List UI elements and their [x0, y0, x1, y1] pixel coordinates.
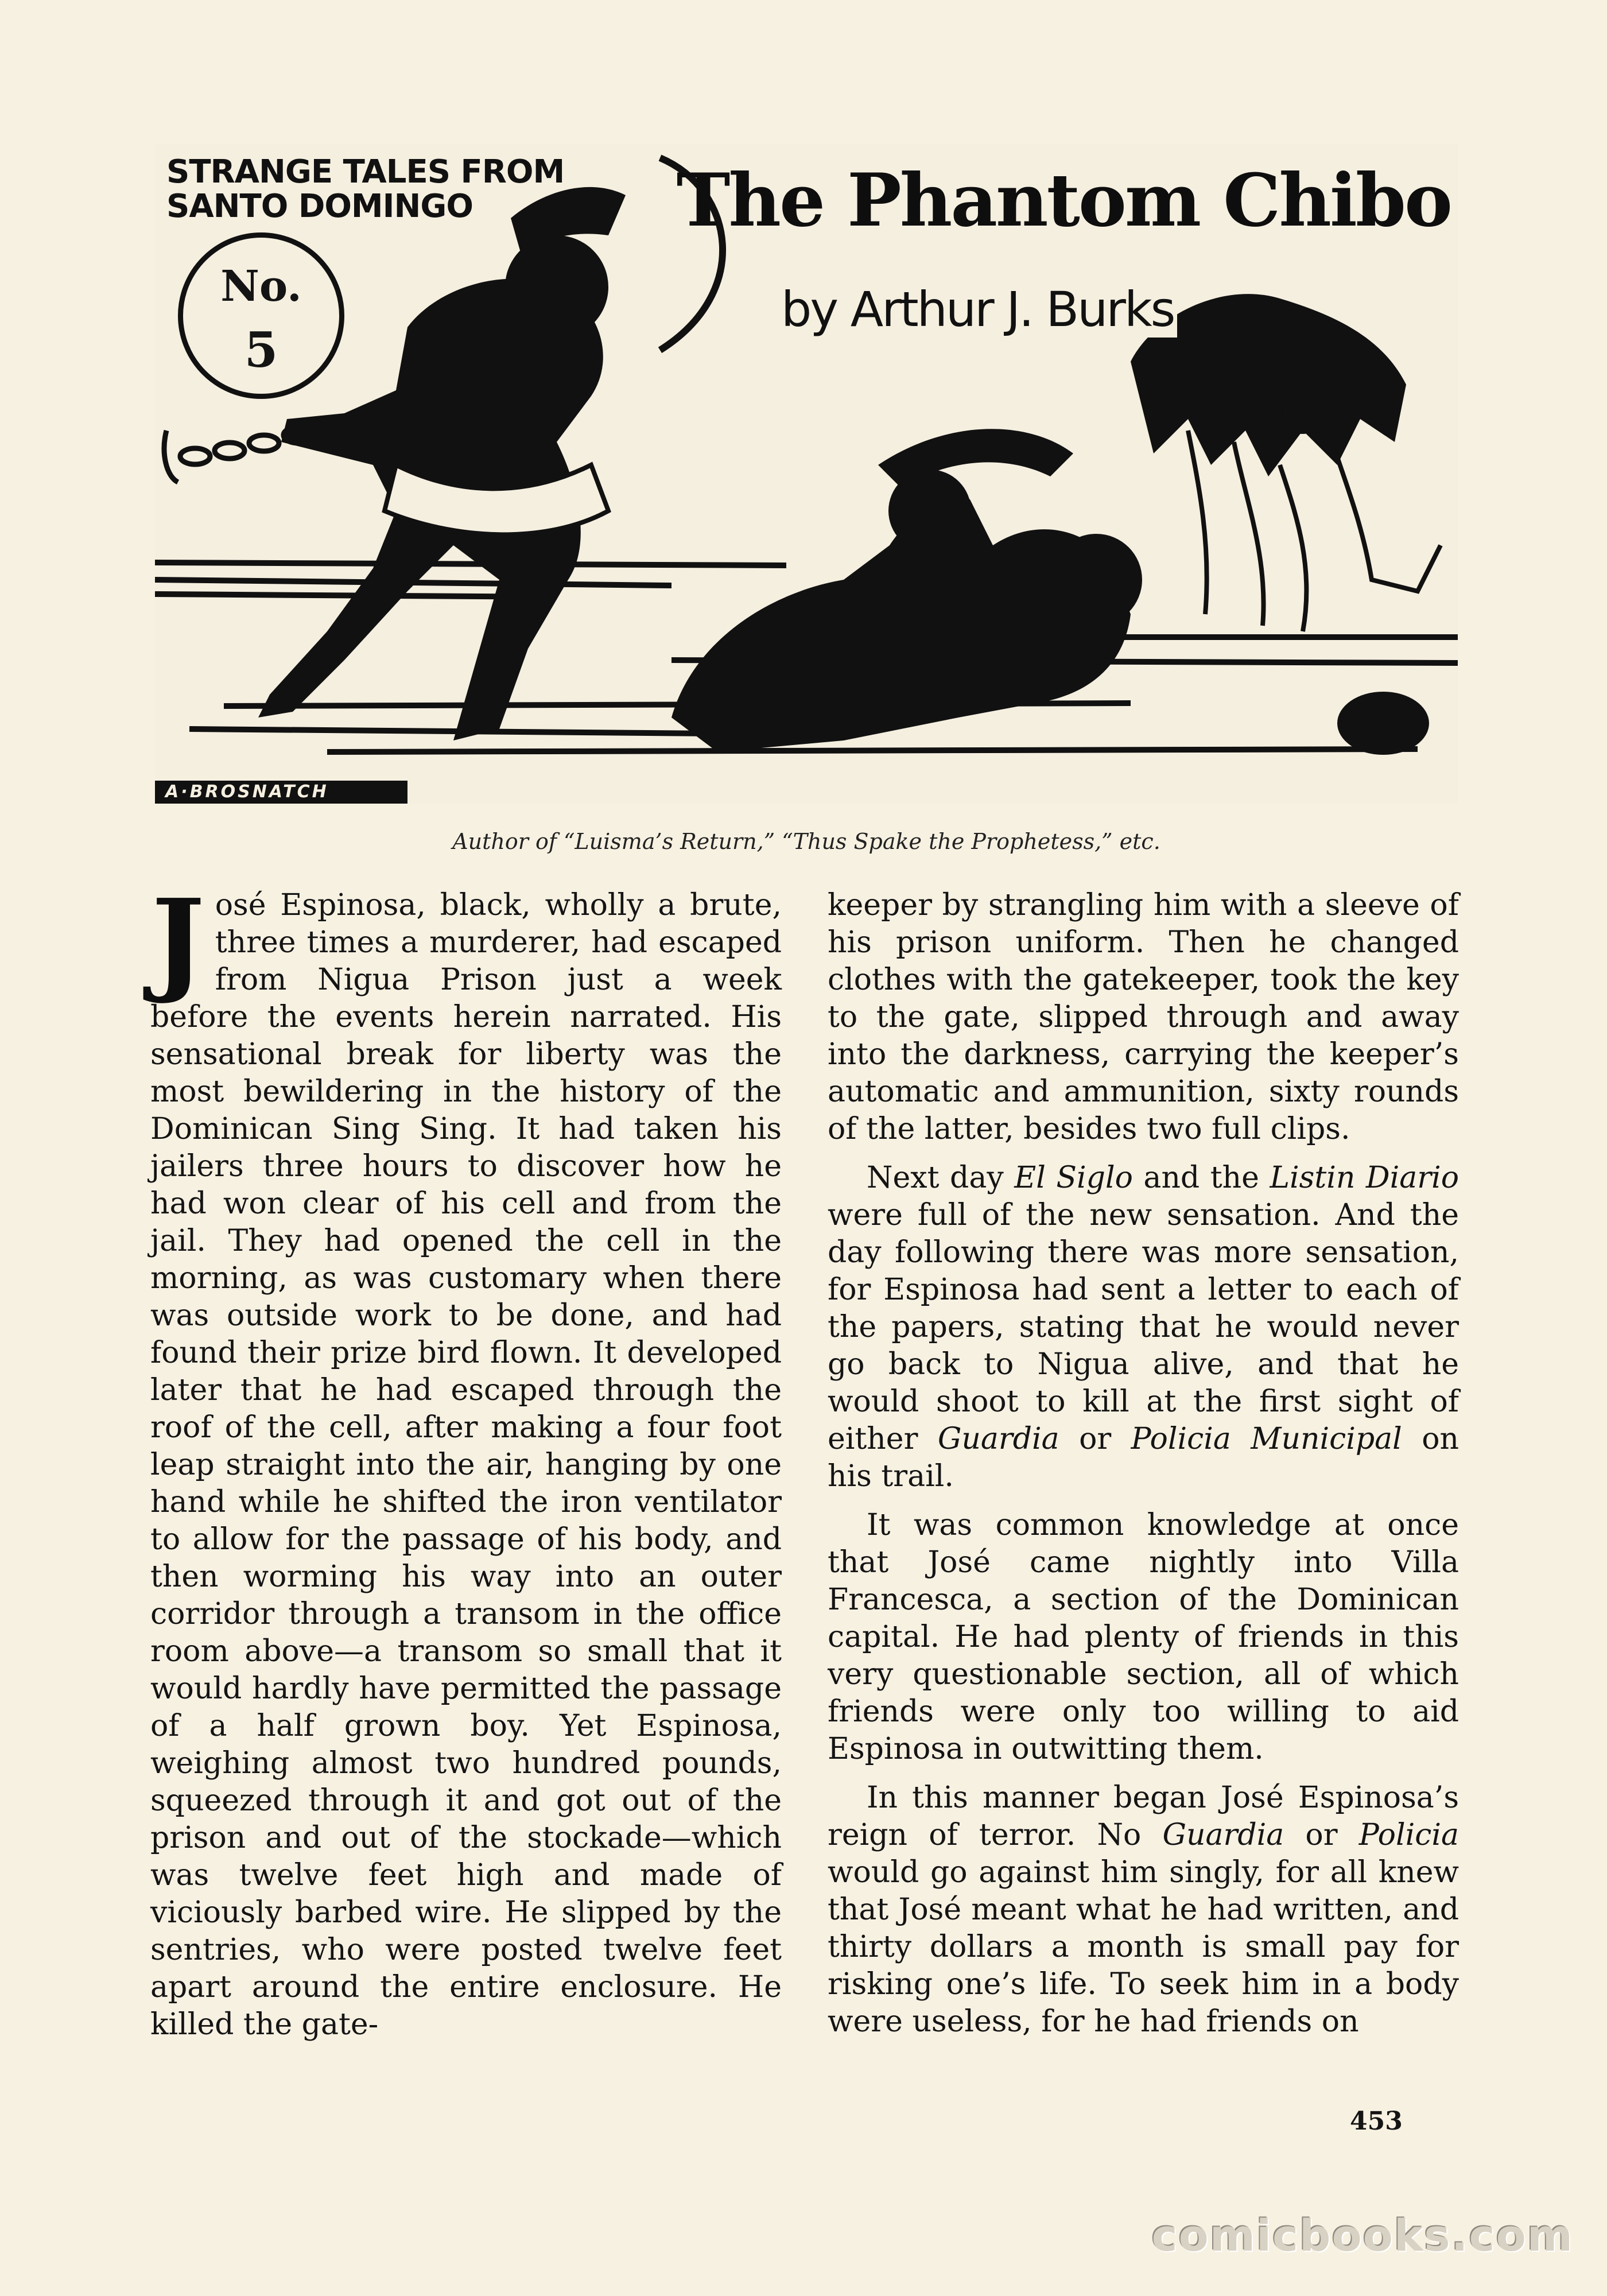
p2-text-b: and the [1132, 1161, 1270, 1195]
newspaper-el-siglo: El Siglo [1014, 1161, 1133, 1195]
paragraph-1-continued: keeper by strangling him with a sleeve of his prison uniform. Then he changed clothes with the gatekeeper, took the key to the gate, slipped through and away into the darkness, carrying the keeper’s automatic and ammunition, sixty rounds of the latter, besides two full clips. [828, 888, 1459, 1146]
p2-text-e: on his trail. [828, 1422, 1460, 1494]
p4-text-a: In this manner began José Espinosa’s reign of terror. No [828, 1781, 1459, 1852]
page-number: 453 [1350, 2107, 1403, 2136]
author-byline: by Arthur J. Burks [778, 281, 1177, 338]
paragraph-4 [828, 1779, 1459, 2041]
p2-text-c: were full of the new sensation. And the day following there was more sensation, for Espinosa had sent a letter to each of the papers, stating that he would never go back to Nigua alive, and that he would shoot to kill at the first sight of either [828, 1198, 1459, 1456]
p4-text-c: would go against him singly, for all knew that José meant what he had written, and thirty dollars a month is small pay for risking one’s life. To seek him in a body were useless, for he had friends on [828, 1855, 1459, 2039]
series-title [166, 155, 637, 224]
p2-text-a: Next day [867, 1161, 1015, 1195]
watermark: comicbooks.com [1151, 2210, 1574, 2261]
series-line-2: SANTO DOMINGO [166, 188, 473, 225]
text-column-right [828, 887, 1459, 2052]
newspaper-listin-diario: Listin Diario [1270, 1161, 1459, 1195]
p2-text-d: or [1059, 1422, 1131, 1456]
issue-number: 5 [244, 321, 278, 378]
story-title: The Phantom Chibo [676, 158, 1451, 243]
author-credits: Author of “Luisma’s Return,” “Thus Spake the Prophetess,” etc. [452, 829, 1160, 854]
issue-label: No. [220, 262, 302, 311]
p4-text-b: or [1284, 1818, 1359, 1852]
artist-signature: A·BROSNATCH [155, 781, 407, 804]
header-illustration [155, 144, 1458, 804]
term-guardia: Guardia [937, 1422, 1059, 1456]
issue-number-badge [178, 232, 344, 399]
term-policia: Policia [1358, 1818, 1459, 1852]
paragraph-1 [150, 875, 782, 2043]
term-guardia-2: Guardia [1162, 1818, 1284, 1852]
paragraph-2 [828, 1159, 1459, 1495]
text-column-left [150, 875, 782, 2043]
term-policia-municipal: Policia Municipal [1131, 1422, 1402, 1456]
series-line-1: STRANGE TALES FROM [166, 153, 565, 191]
paragraph-1-text: osé Espinosa, black, wholly a brute, three times a murderer, had escaped from Nigua Prison just a week before the events herein narrated. His sensational break for liberty was the most bewildering in the history of the Dominican Sing Sing. It had taken his jailers three hours to discover how he had won clear of his cell and from the jail. They had opened the cell in the morning, as was customary when there was outside work to be done, and had found their prize bird flown. It developed later that he had escaped through the roof of the cell, after making a four foot leap straight into the air, hanging by one hand while he shifted the iron ventilator to allow for the passage of his body, and then worming his way into an outer corridor through a transom in the office room above—a transom so small that it would hardly have permitted the passage of a half grown boy. Yet Espinosa, weighing almost two hundred pounds, squeezed through it and got out of the prison and out of the stockade—which was twelve feet high and made of viciously barbed wire. He slipped by the sentries, who were posted twelve feet apart around the entire enclosure. He killed the gate- [150, 888, 782, 2042]
paragraph-3: It was common knowledge at once that José came nightly into Villa Francesca, a section of the Dominican capital. He had plenty of friends in this very questionable section, all of which friends were only too willing to aid Espinosa in outwitting them. [828, 1508, 1459, 1766]
drop-cap: J [152, 875, 205, 1007]
